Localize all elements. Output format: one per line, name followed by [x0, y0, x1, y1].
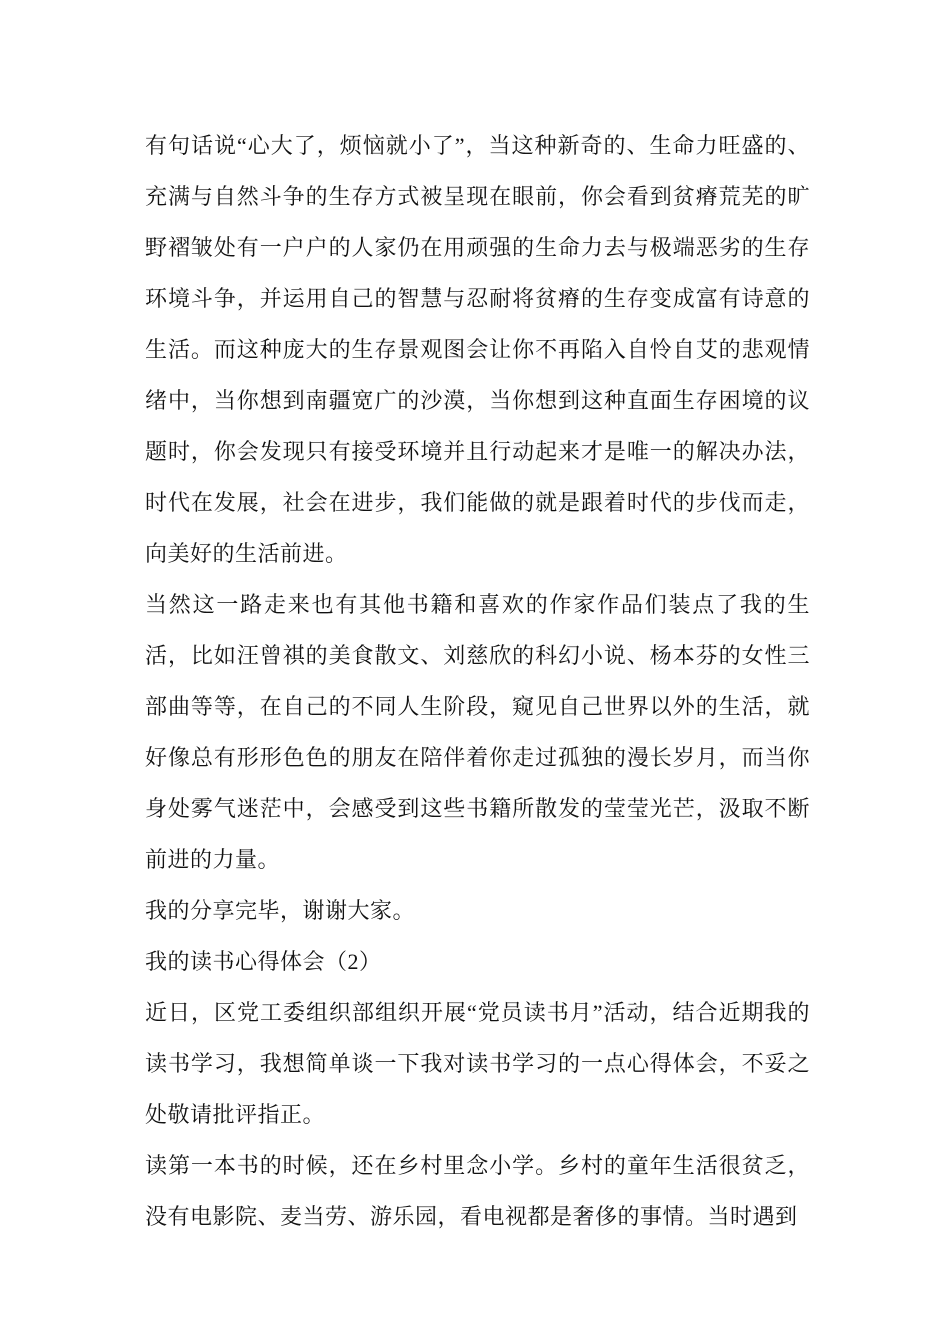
- paragraph-first-book-childhood: 读第一本书的时候，还在乡村里念小学。乡村的童年生活很贫乏，没有电影院、麦当劳、游乐园，看电视都是奢侈的事情。当时遇到: [145, 1153, 810, 1229]
- paragraph-party-reading-month: 近日，区党工委组织部组织开展“党员读书月”活动，结合近期我的读书学习，我想简单谈一下我对读书学习的一点心得体会，不妥之处敬请批评指正。: [145, 1000, 810, 1127]
- paragraph-other-books: 当然这一路走来也有其他书籍和喜欢的作家作品们装点了我的生活，比如汪曾祺的美食散文、刘慈欣的科幻小说、杨本芬的女性三部曲等等，在自己的不同人生阶段，窥见自己世界以外的生活，就好像总有形形色色的朋友在陪伴着你走过孤独的漫长岁月，而当你身处雾气迷茫中，会感受到这些书籍所散发的莹莹光芒，汲取不断前进的力量。: [145, 592, 810, 872]
- paragraph-closing-thanks: 我的分享完毕，谢谢大家。: [145, 898, 416, 923]
- section-heading-part-2: 我的读书心得体会（2）: [145, 949, 382, 974]
- paragraph-reading-reflection-1: 有句话说“心大了，烦恼就小了”，当这种新奇的、生命力旺盛的、充满与自然斗争的生存方式被呈现在眼前，你会看到贫瘠荒芜的旷野褶皱处有一户户的人家仍在用顽强的生命力去与极端恶劣的生存环境斗争，并运用自己的智慧与忍耐将贫瘠的生存变成富有诗意的生活。而这种庞大的生存景观图会让你不再陷入自怜自艾的悲观情绪中，当你想到南疆宽广的沙漠，当你想到这种直面生存困境的议题时，你会发现只有接受环境并且行动起来才是唯一的解决办法，时代在发展，社会在进步，我们能做的就是跟着时代的步伐而走，向美好的生活前进。: [145, 133, 810, 566]
- document-body: [145, 120, 810, 1242]
